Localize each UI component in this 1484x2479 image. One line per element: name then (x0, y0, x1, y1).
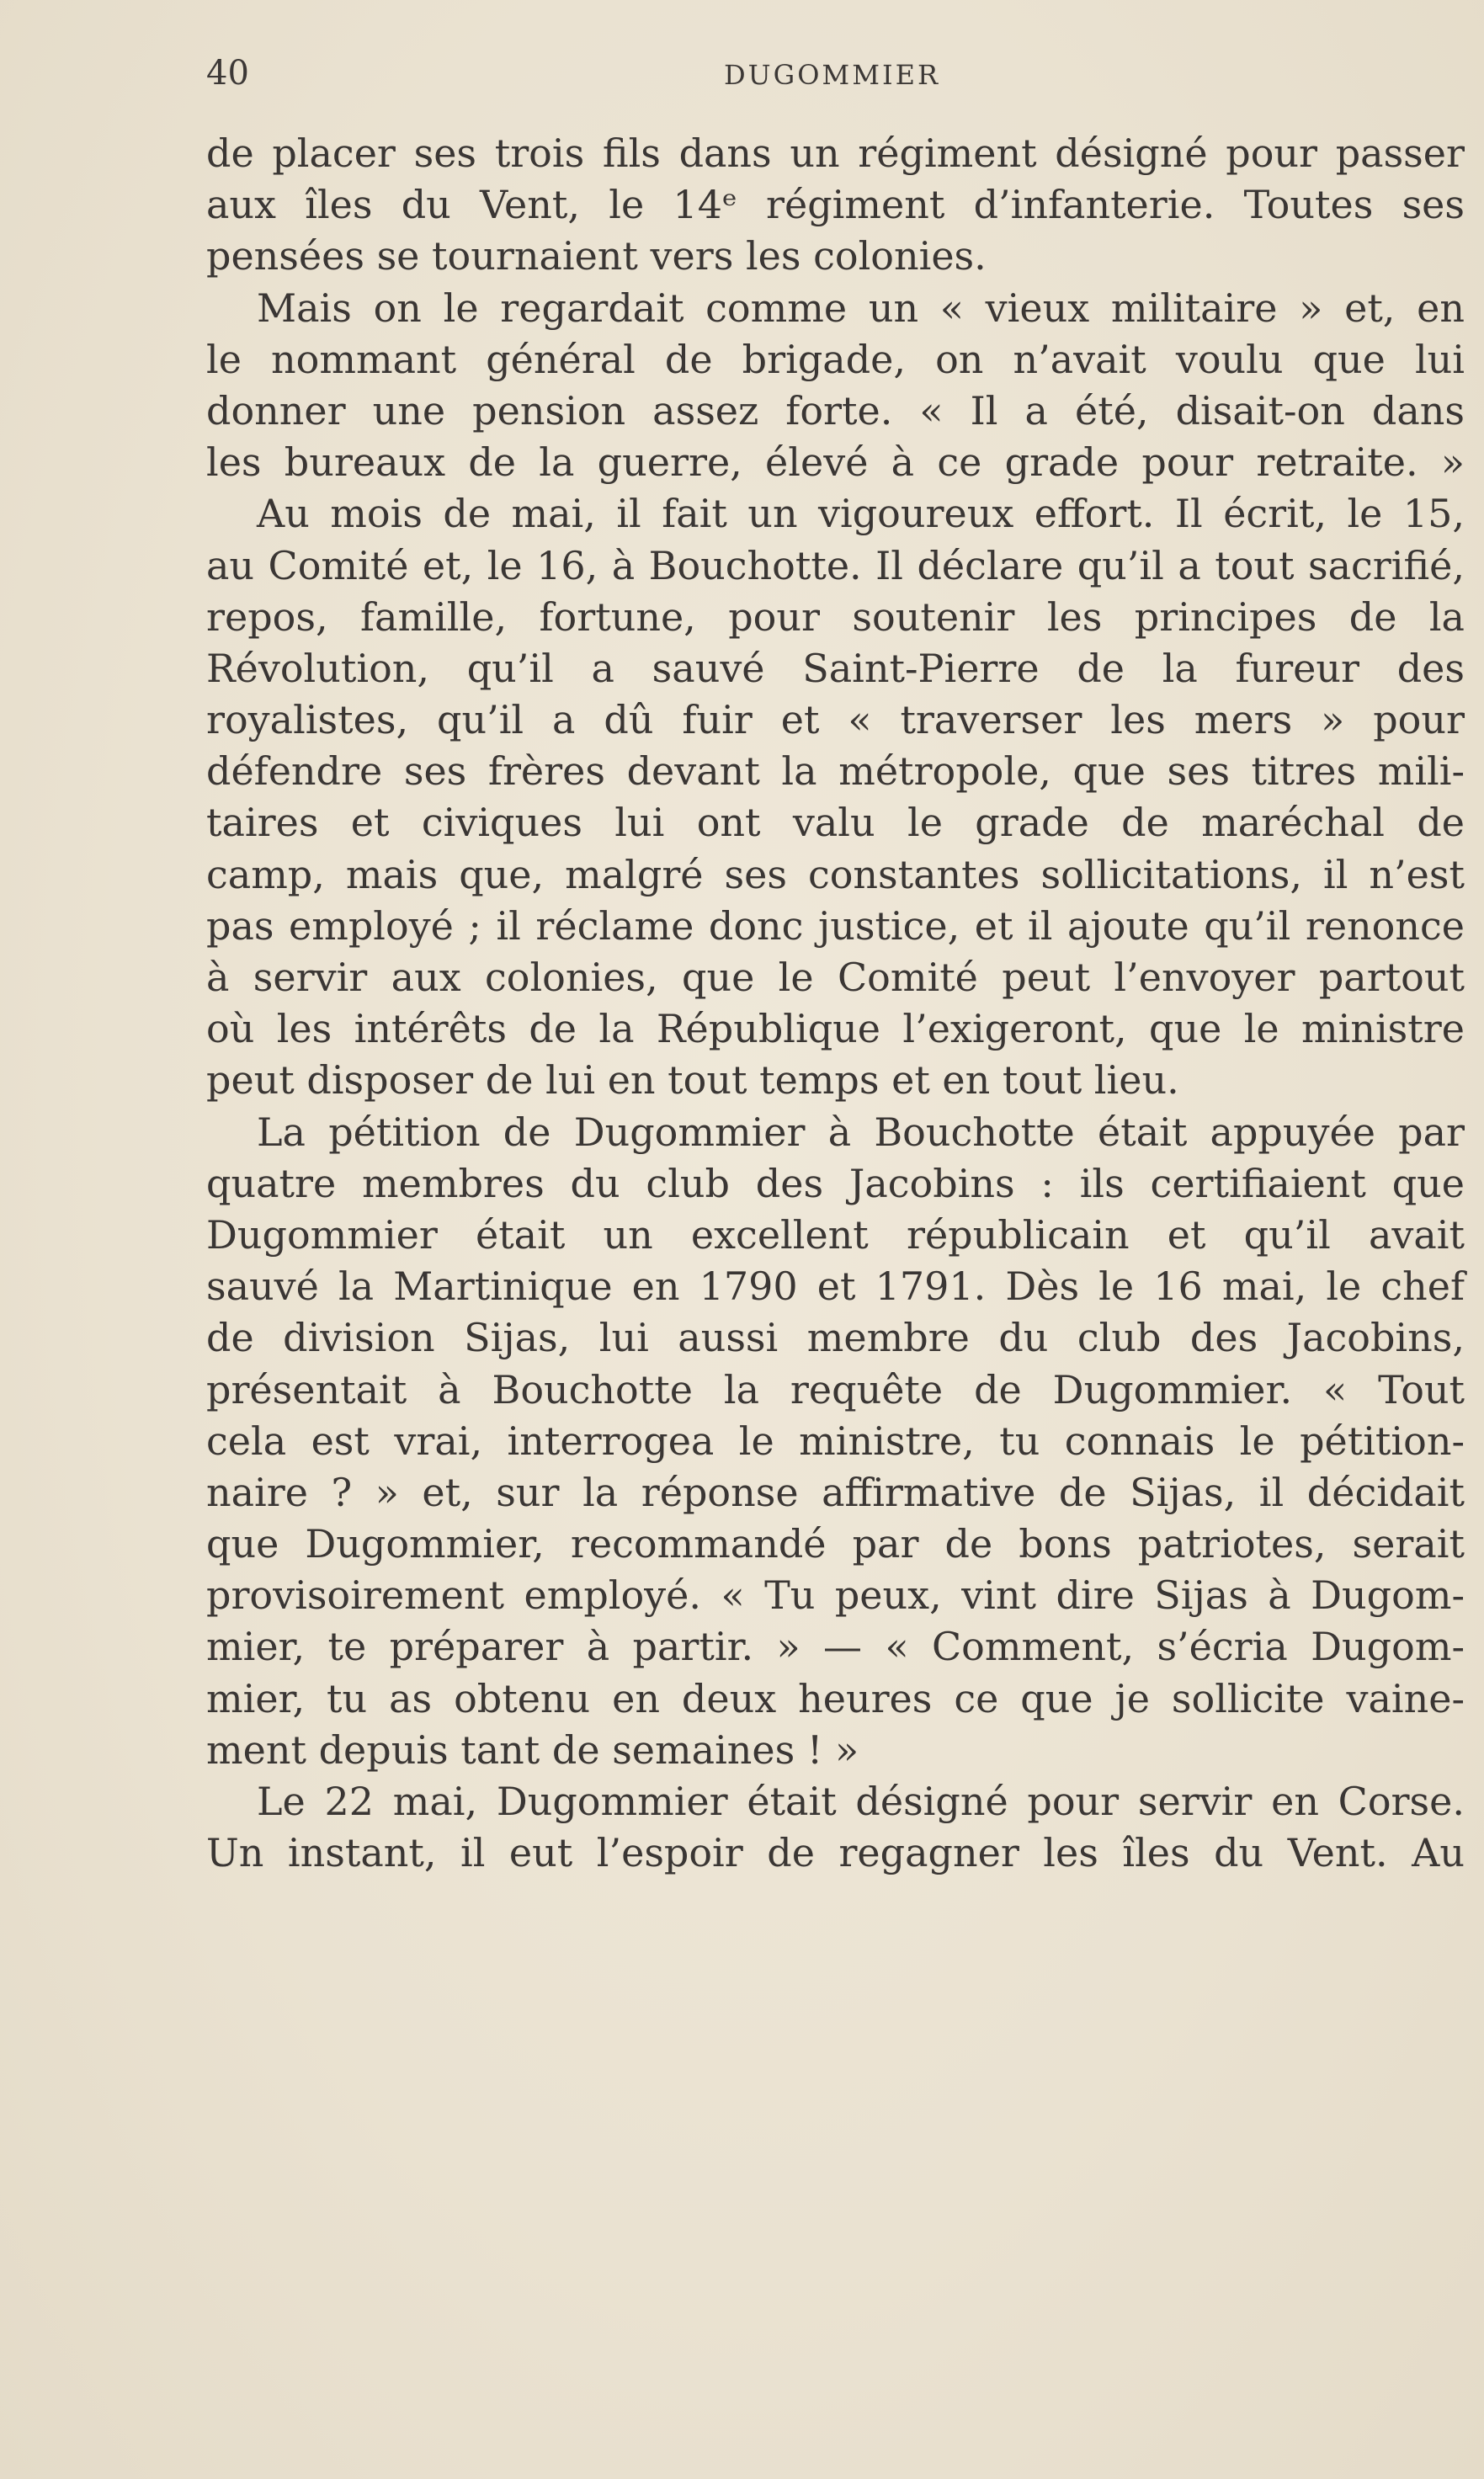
text-line: aux îles du Vent, le 14ᵉ régiment d’infanterie. Toutes ses (206, 182, 1465, 228)
text-line: camp, mais que, malgré ses constantes sollicitations, il n’est (206, 851, 1465, 897)
text-line: Au mois de mai, il fait un vigoureux effort. Il écrit, le 15, (257, 491, 1465, 537)
text-line: taires et civiques lui ont valu le grade de maréchal de (206, 800, 1465, 846)
text-line: le nommant général de brigade, on n’avait voulu que lui (206, 336, 1465, 382)
text-line: Mais on le regardait comme un « vieux militaire » et, en (257, 285, 1465, 331)
text-line: royalistes, qu’il a dû fuir et « traverser les mers » pour (206, 697, 1465, 743)
text-line: quatre membres du club des Jacobins : ils certifiaient que (206, 1160, 1465, 1206)
text-line: défendre ses frères devant la métropole, que ses titres mili- (206, 748, 1465, 795)
text-line: Dugommier était un excellent républicain et qu’il avait (206, 1211, 1465, 1258)
text-line: provisoirement employé. « Tu peux, vint dire Sijas à Dugom- (206, 1572, 1465, 1619)
text-line: que Dugommier, recommandé par de bons patriotes, serait (206, 1521, 1465, 1567)
text-line: pensées se tournaient vers les colonies. (206, 233, 987, 279)
text-line: La pétition de Dugommier à Bouchotte était appuyée par (257, 1109, 1465, 1155)
text-line: ment depuis tant de semaines ! » (206, 1726, 859, 1773)
text-line: présentait à Bouchotte la requête de Dugommier. « Tout (206, 1366, 1465, 1412)
text-line: à servir aux colonies, que le Comité peut l’envoyer partout (206, 955, 1465, 1000)
text-line: naire ? » et, sur la réponse affirmative de Sijas, il décidait (206, 1469, 1465, 1515)
page-header (206, 52, 1469, 94)
text-line: où les intérêts de la République l’exigeront, que le ministre (206, 1006, 1465, 1052)
text-line: donner une pension assez forte. « Il a été, disait-on dans (206, 387, 1465, 434)
page-number: 40 (206, 54, 249, 93)
text-line: sauvé la Martinique en 1790 et 1791. Dès le 16 mai, le chef (206, 1263, 1465, 1310)
text-line: peut disposer de lui en tout temps et en tout lieu. (206, 1057, 1179, 1104)
text-line: de placer ses trois fils dans un régiment désigné pour passer (206, 130, 1465, 176)
text-line: pas employé ; il réclame donc justice, et il ajoute qu’il renonce (206, 902, 1465, 949)
text-line: au Comité et, le 16, à Bouchotte. Il déclare qu’il a tout sacrifié, (206, 542, 1465, 588)
text-line: mier, tu as obtenu en deux heures ce que je sollicite vaine- (206, 1675, 1465, 1721)
text-line: mier, te préparer à partir. » — « Comment, s’écria Dugom- (206, 1624, 1465, 1670)
text-line: Le 22 mai, Dugommier était désigné pour servir en Corse. (257, 1779, 1465, 1824)
text-line: Révolution, qu’il a sauvé Saint-Pierre de la fureur des (206, 645, 1465, 691)
body-text (206, 128, 1465, 1879)
running-head: DUGOMMIER (724, 59, 941, 91)
text-line: les bureaux de la guerre, élevé à ce grade pour retraite. » (206, 439, 1465, 486)
text-line: repos, famille, fortune, pour soutenir les principes de la (206, 593, 1465, 640)
text-line: cela est vrai, interrogea le ministre, tu connais le pétition- (206, 1418, 1465, 1464)
text-line: de division Sijas, lui aussi membre du club des Jacobins, (206, 1315, 1465, 1361)
text-line: Un instant, il eut l’espoir de regagner les îles du Vent. Au (206, 1830, 1465, 1876)
